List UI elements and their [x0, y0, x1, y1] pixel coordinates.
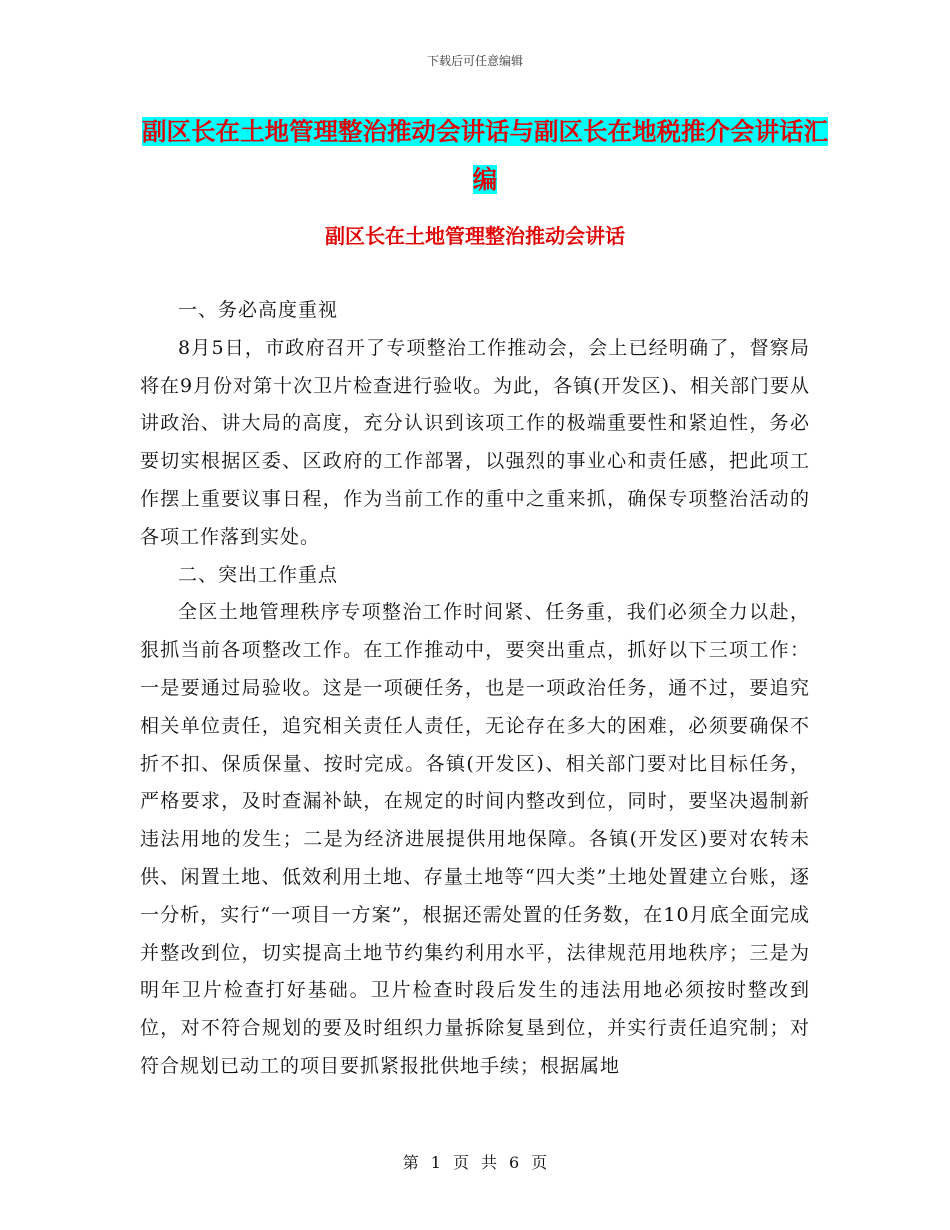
header-note: 下载后可任意编辑: [426, 54, 523, 68]
document-title: [140, 108, 830, 204]
paragraph-heading-1: 一、务必高度重视: [178, 299, 339, 321]
page-number: 1: [430, 1153, 441, 1172]
document-body: [140, 292, 810, 1086]
footer-prefix: 第: [402, 1153, 419, 1172]
total-pages: 6: [509, 1153, 520, 1172]
page-footer: [0, 1150, 950, 1173]
paragraph: 全区土地管理秩序专项整治工作时间紧、任务重，我们必须全力以赴，狠抓当前各项整改工作。在工作推动中，要突出重点，抓好以下三项工作：一是要通过局验收。这是一项硬任务，也是一项政治任务，通不过，要追究相关单位责任，追究相关责任人责任，无论存在多大的困难，必须要确保不折不扣、保质保量、按时完成。各镇(开发区)、相关部门要对比目标任务，严格要求，及时查漏补缺，在规定的时间内整改到位，同时，要坚决遏制新违法用地的发生；二是为经济进展提供用地保障。各镇(开发区)要对农转未供、闲置土地、低效利用土地、存量土地等“四大类”土地处置建立台账，逐一分析，实行“一项目一方案”，根据还需处置的任务数，在10月底全面完成并整改到位，切实提高土地节约集约利用水平，法律规范用地秩序；三是为明年卫片检查打好基础。卫片检查时段后发生的违法用地必须按时整改到位，对不符合规划的要及时组织力量拆除复垦到位，并实行责任追究制；对符合规划已动工的项目要抓紧报批供地手续；根据属地: [140, 601, 810, 1077]
paragraph: 8月5日，市政府召开了专项整治工作推动会，会上已经明确了，督察局将在9月份对第十次卫片检查进行验收。为此，各镇(开发区)、相关部门要从讲政治、讲大局的高度，充分认识到该项工作的极端重要性和紧迫性，务必要切实根据区委、区政府的工作部署，以强烈的事业心和责任感，把此项工作摆上重要议事日程，作为当前工作的重中之重来抓，确保专项整治活动的各项工作落到实处。: [140, 336, 810, 548]
document-title-text: 副区长在土地管理整治推动会讲话与副区长在地税推介会讲话汇编: [142, 117, 828, 194]
section-title: 副区长在土地管理整治推动会讲话: [325, 224, 625, 248]
footer-suffix: 页: [531, 1153, 548, 1172]
paragraph-heading-2: 二、突出工作重点: [178, 563, 339, 586]
footer-mid: 页: [452, 1153, 469, 1172]
footer-total-label: 共: [481, 1153, 498, 1172]
